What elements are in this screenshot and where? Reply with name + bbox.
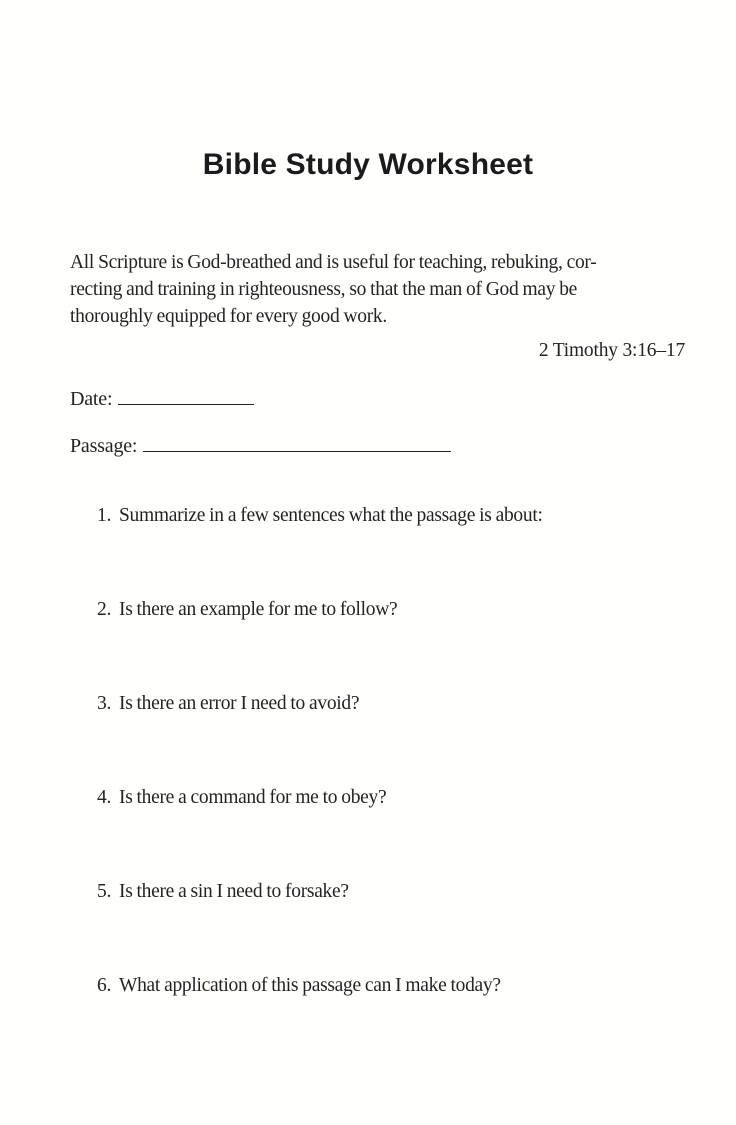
question-item-6 [97, 972, 736, 999]
question-item-5 [97, 878, 736, 905]
question-text: Is there a sin I need to forsake? [119, 881, 349, 902]
question-item-2 [97, 596, 736, 623]
question-number: 2. [97, 599, 112, 620]
question-number: 6. [97, 975, 112, 996]
date-blank-line [118, 389, 254, 405]
passage-label: Passage: [70, 435, 138, 457]
question-number: 5. [97, 881, 112, 902]
scripture-reference: 2 Timothy 3:16–17 [538, 340, 685, 361]
question-text: Summarize in a few sentences what the passage is about: [119, 505, 543, 526]
quote-line-3: thoroughly equipped for every good work. [70, 306, 387, 327]
question-number: 3. [97, 693, 112, 714]
question-text: Is there a command for me to obey? [119, 787, 387, 808]
question-number: 4. [97, 787, 112, 808]
quote-line-1: All Scripture is God-breathed and is useful for teaching, rebuking, cor- [70, 252, 597, 273]
passage-field [70, 434, 736, 459]
question-number: 1. [97, 505, 112, 526]
question-item-1 [97, 502, 736, 529]
question-text: Is there an error I need to avoid? [119, 693, 360, 714]
question-text: What application of this passage can I make today? [119, 975, 501, 996]
question-item-3 [97, 690, 736, 717]
page-title: Bible Study Worksheet [202, 148, 534, 181]
quote-line-2: recting and training in righteousness, so that the man of God may be [70, 279, 578, 300]
scripture-quote [70, 249, 686, 330]
question-list [0, 502, 736, 999]
question-text: Is there an example for me to follow? [119, 599, 398, 620]
date-label: Date: [70, 388, 113, 410]
question-item-4 [97, 784, 736, 811]
date-field [70, 387, 736, 412]
passage-blank-line [143, 436, 451, 452]
